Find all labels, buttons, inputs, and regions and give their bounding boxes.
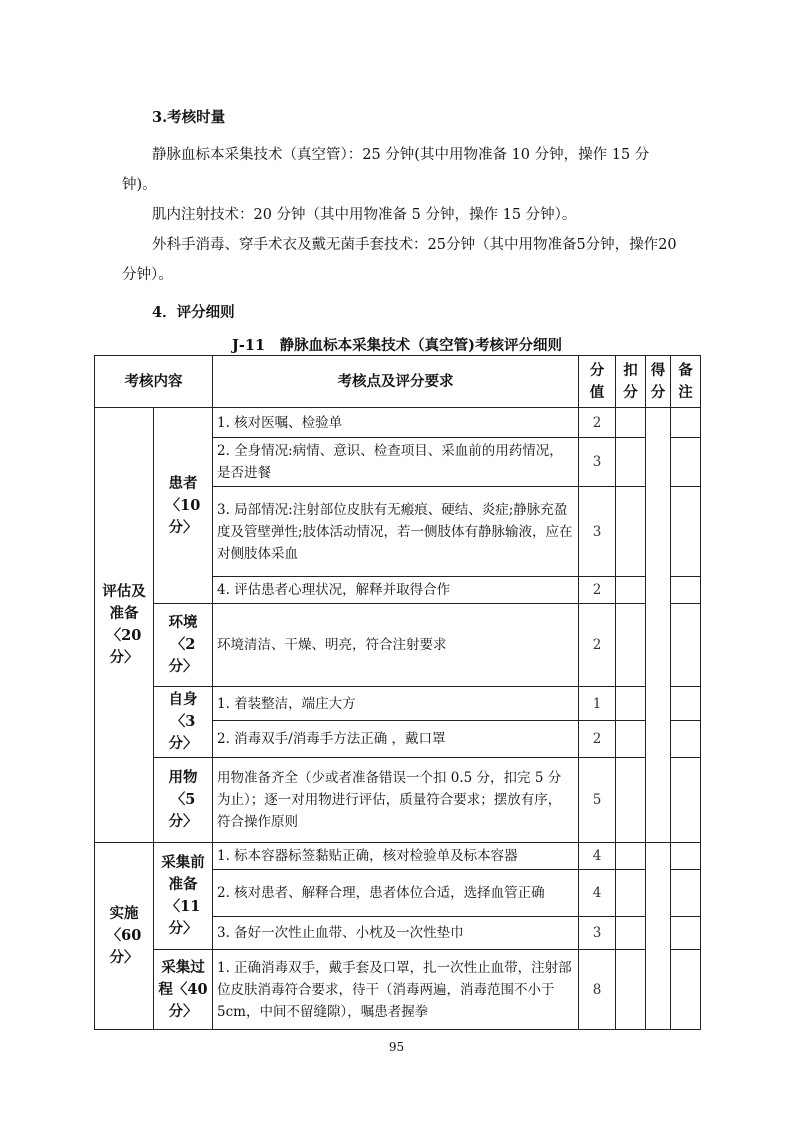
note-cell[interactable] [671,758,701,843]
row-score: 5 [579,758,616,843]
page-number: 95 [388,1040,405,1054]
row-text: 2. 全身情况:病情、意识、检查项目、采血前的用药情况，是否进餐 [213,438,579,487]
subgroup-label: 患者〈10 分〉 [154,408,213,604]
group-label: 评估及准备〈20 分〉 [95,408,154,843]
deduct-cell[interactable] [616,487,646,577]
header-score: 分值 [579,356,616,408]
deduct-cell[interactable] [616,687,646,721]
row-score: 4 [579,870,616,917]
row-score: 3 [579,917,616,950]
deduct-cell[interactable] [616,950,646,1030]
header-got: 得分 [646,356,671,408]
table-row [95,758,701,843]
row-score: 2 [579,604,616,687]
table-caption: J-11 静脉血标本采集技术（真空管)考核评分细则 [232,337,562,354]
row-text: 1. 核对医嘱、检验单 [213,408,579,438]
note-cell[interactable] [671,870,701,917]
row-text: 4. 评估患者心理状况，解释并取得合作 [213,577,579,604]
deduct-cell[interactable] [616,917,646,950]
note-cell[interactable] [671,487,701,577]
note-cell[interactable] [671,577,701,604]
row-score: 2 [579,577,616,604]
note-cell[interactable] [671,604,701,687]
note-cell[interactable] [671,408,701,438]
note-cell[interactable] [671,917,701,950]
subgroup-label: 环境〈2 分〉 [154,604,213,687]
deduct-cell[interactable] [616,758,646,843]
row-text: 用物准备齐全（少或者准备错误一个扣 0.5 分，扣完 5 分为止）；逐一对用物进行评估，质量符合要求；摆放有序，符合操作原则 [213,758,579,843]
row-score: 3 [579,487,616,577]
row-text: 1. 标本容器标签黏贴正确，核对检验单及标本容器 [213,843,579,870]
deduct-cell[interactable] [616,408,646,438]
group-label: 实施〈60 分〉 [95,843,154,1030]
row-score: 3 [579,438,616,487]
header-content: 考核内容 [95,356,213,408]
deduct-cell[interactable] [616,438,646,487]
section-3-heading: 3.考核时量 [152,109,226,126]
paragraph: 静脉血标本采集技术（真空管）：25 分钟(其中用物准备 10 分钟，操作 15 分钟)。 [122,147,650,193]
row-text: 1. 正确消毒双手，戴手套及口罩，扎一次性止血带，注射部位皮肤消毒符合要求，待干（消毒两遍，消毒范围不小于 5cm，中间不留缝隙），嘱患者握拳 [213,950,579,1030]
got-cell[interactable] [646,408,671,843]
subgroup-label: 采集过程〈40分〉 [154,950,213,1030]
table-header-row [95,356,701,408]
table-row [95,843,701,870]
row-text: 环境清洁、干燥、明亮，符合注射要求 [213,604,579,687]
row-text: 1. 着装整洁，端庄大方 [213,687,579,721]
row-text: 3. 备好一次性止血带、小枕及一次性垫巾 [213,917,579,950]
deduct-cell[interactable] [616,577,646,604]
header-points: 考核点及评分要求 [213,356,579,408]
header-note: 备注 [671,356,701,408]
deduct-cell[interactable] [616,843,646,870]
paragraph: 肌内注射技术：20 分钟（其中用物准备 5 分钟，操作 15 分钟）。 [152,207,577,223]
subgroup-label: 自身〈3 分〉 [154,687,213,758]
row-text: 3. 局部情况:注射部位皮肤有无瘢痕、硬结、炎症;静脉充盈度及管壁弹性;肢体活动情况，若一侧肢体有静脉输液，应在对侧肢体采血 [213,487,579,577]
deduct-cell[interactable] [616,604,646,687]
deduct-cell[interactable] [616,870,646,917]
note-cell[interactable] [671,950,701,1030]
row-score: 2 [579,408,616,438]
table-row [95,950,701,1030]
row-score: 8 [579,950,616,1030]
note-cell[interactable] [671,843,701,870]
note-cell[interactable] [671,438,701,487]
scoring-table [94,355,701,1030]
subgroup-label: 用物〈5 分〉 [154,758,213,843]
deduct-cell[interactable] [616,721,646,758]
note-cell[interactable] [671,687,701,721]
section-4-heading: 4．评分细则 [152,304,235,321]
note-cell[interactable] [671,721,701,758]
row-score: 1 [579,687,616,721]
table-row [95,604,701,687]
header-deduct: 扣分 [616,356,646,408]
table-row [95,687,701,721]
subgroup-label: 采集前准备〈11 分〉 [154,843,213,950]
got-cell[interactable] [646,843,671,1030]
row-score: 2 [579,721,616,758]
row-text: 2. 核对患者、解释合理，患者体位合适，选择血管正确 [213,870,579,917]
row-text: 2. 消毒双手/消毒手方法正确 ，戴口罩 [213,721,579,758]
row-score: 4 [579,843,616,870]
table-row [95,408,701,438]
paragraph: 外科手消毒、穿手术衣及戴无菌手套技术：25分钟（其中用物准备5分钟，操作20分钟）。 [122,237,677,283]
